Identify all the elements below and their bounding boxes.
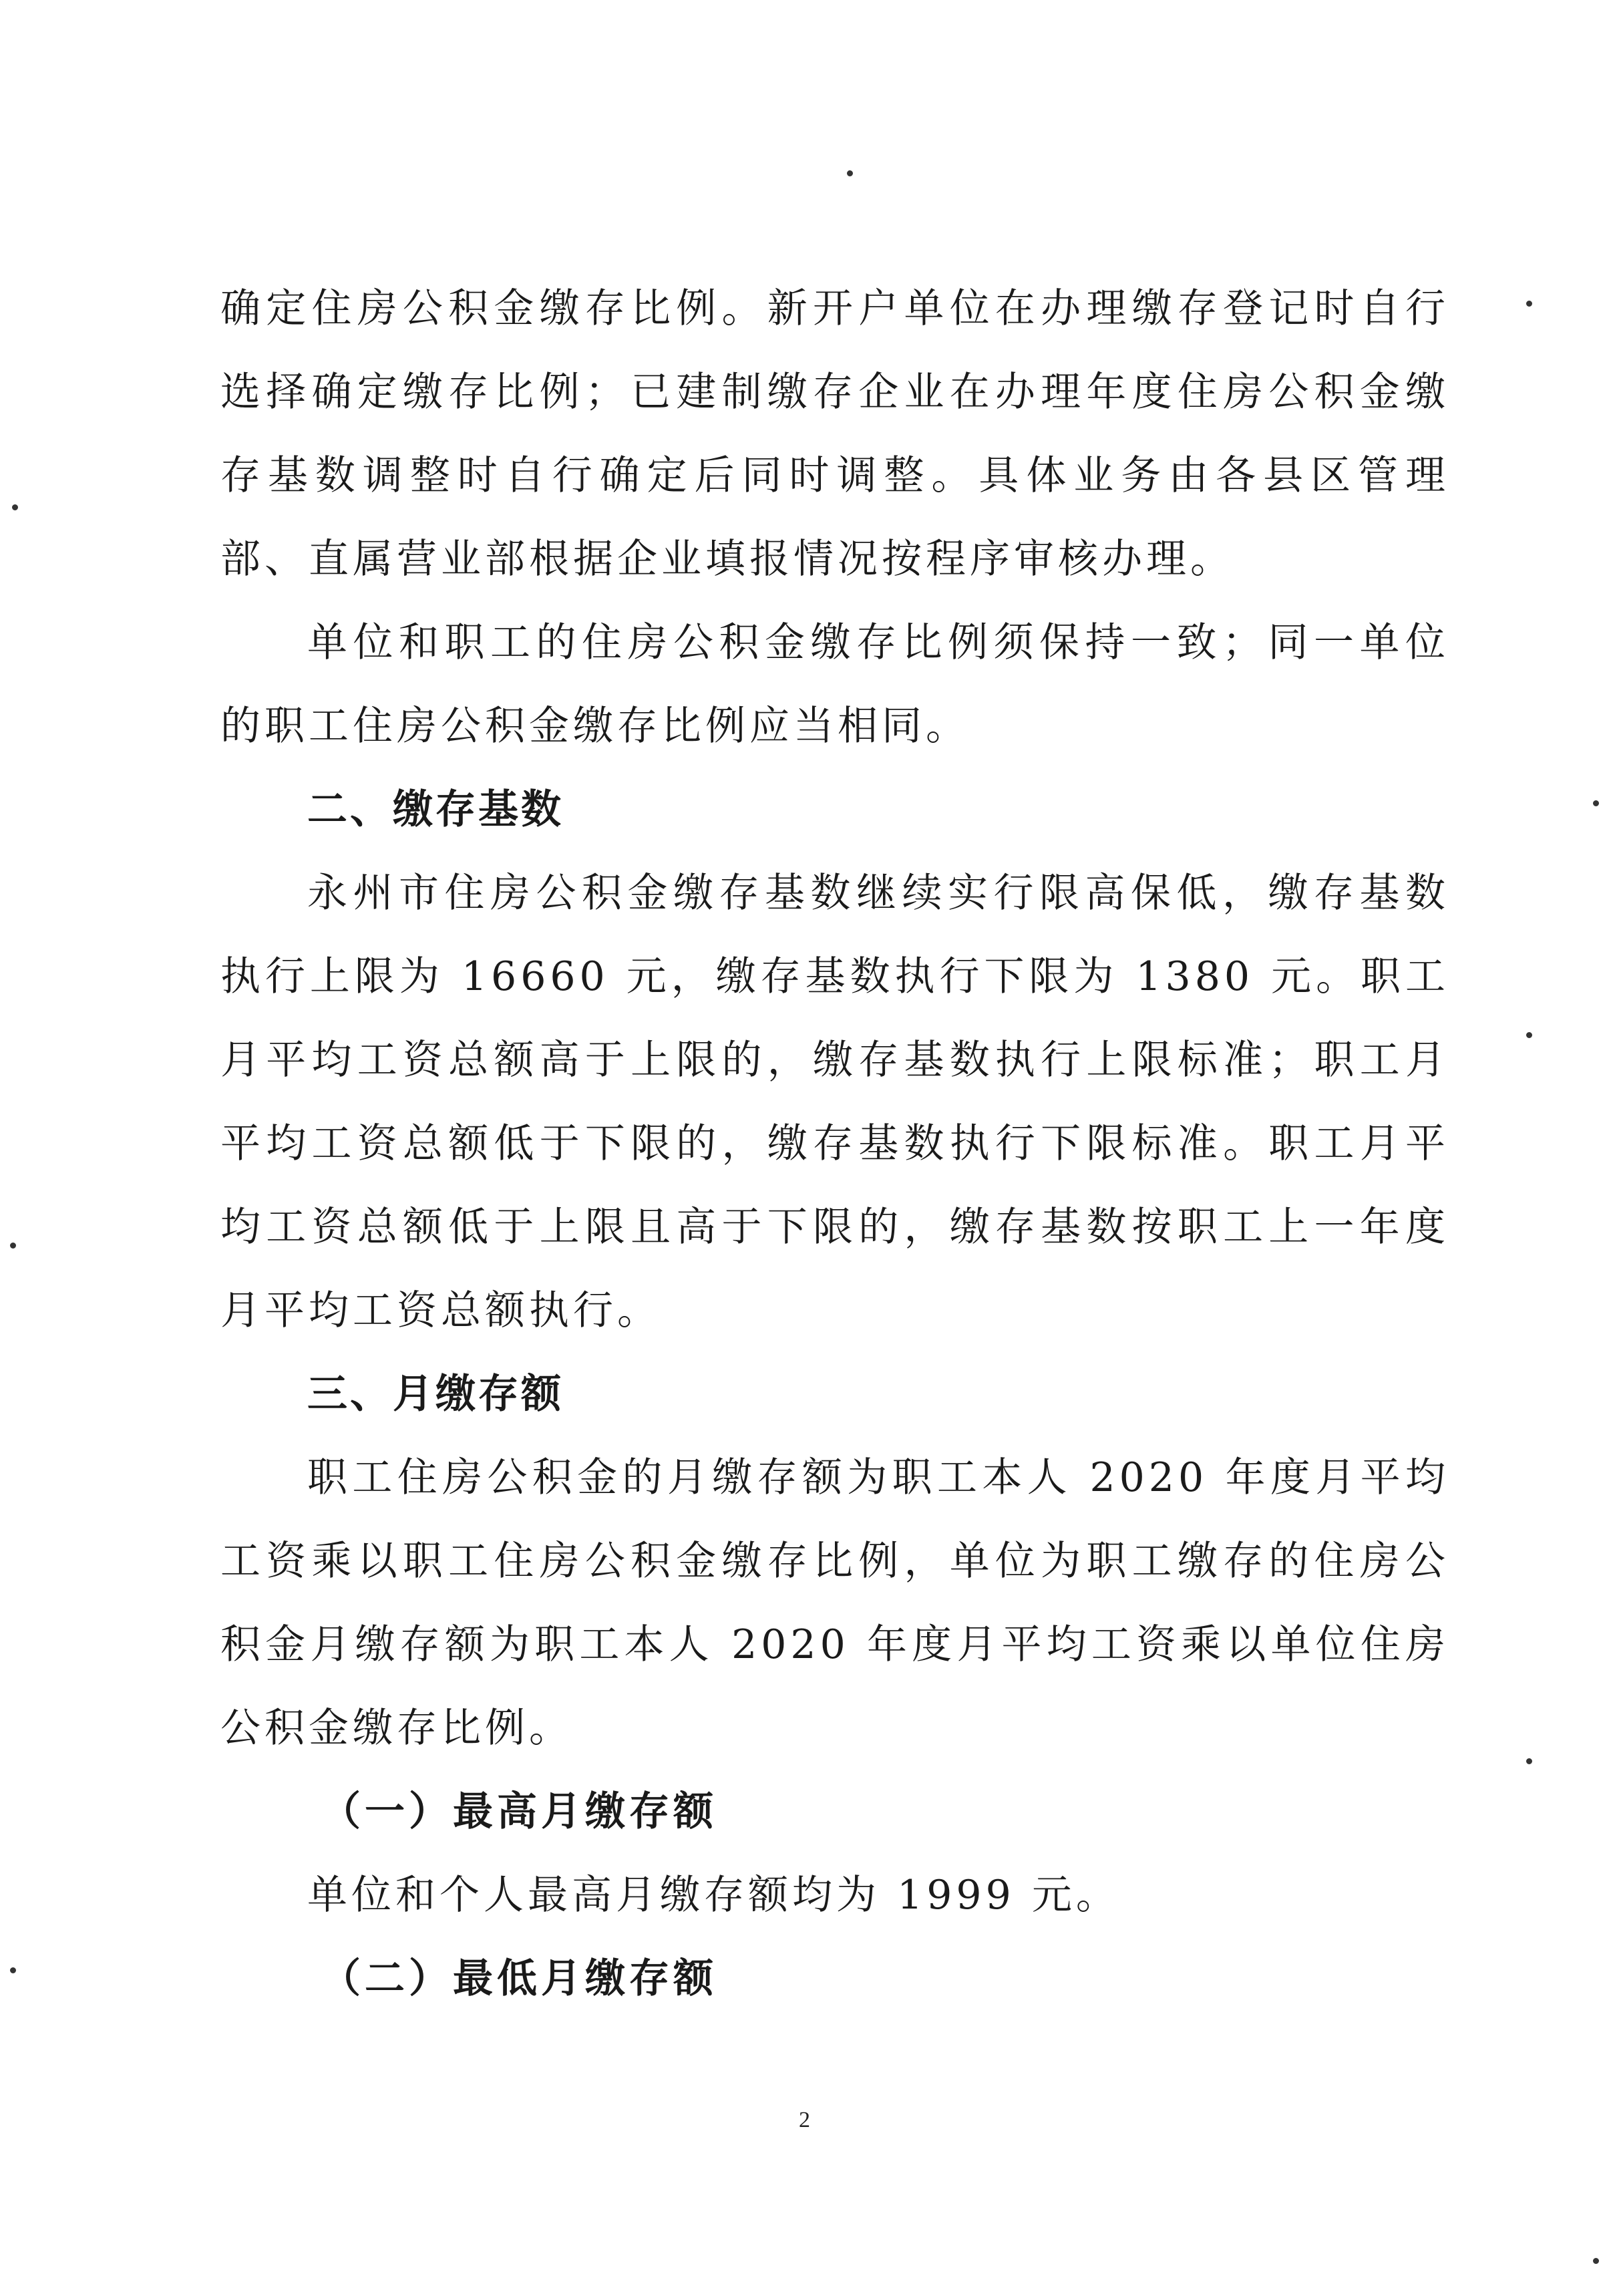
paragraph-ratio-consistency: 单位和职工的住房公积金缴存比例须保持一致；同一单位的职工住房公积金缴存比例应当相同。 — [220, 619, 1449, 750]
paragraph-max-monthly: 单位和个人最高月缴存额均为 1999 元。 — [307, 1872, 1120, 1919]
subheading-max-monthly: （一）最高月缴存额 — [321, 1788, 717, 1835]
scan-speck — [1526, 301, 1532, 307]
section-heading-contribution-base: 二、缴存基数 — [307, 786, 564, 833]
paragraph-monthly-contribution: 职工住房公积金的月缴存额为职工本人 2020 年度月平均工资乘以职工住房公积金缴存比例，单位为职工缴存的住房公积金月缴存额为职工本人 2020 年度月平均工资乘以单位住房公积金缴存比例。 — [220, 1454, 1449, 1752]
subheading-min-monthly: （二）最低月缴存额 — [321, 1955, 717, 2002]
paragraph-ratio-determination: 确定住房公积金缴存比例。新开户单位在办理缴存登记时自行选择确定缴存比例；已建制缴存企业在办理年度住房公积金缴存基数调整时自行确定后同时调整。具体业务由各县区管理部、直属营业部根据企业填报情况按程序审核办理。 — [220, 285, 1449, 583]
scan-speck — [10, 1967, 16, 1973]
scan-speck — [12, 504, 18, 510]
scan-speck — [847, 170, 853, 176]
section-heading-monthly-contribution: 三、月缴存额 — [307, 1371, 564, 1418]
scan-speck — [1593, 800, 1599, 806]
scan-speck — [1526, 1758, 1532, 1764]
document-body — [220, 267, 1449, 2021]
page-number: 2 — [799, 2108, 810, 2132]
paragraph-contribution-base: 永州市住房公积金缴存基数继续实行限高保低，缴存基数执行上限为 16660 元，缴存基数执行下限为 1380 元。职工月平均工资总额高于上限的，缴存基数执行上限标准；职工月平均工资总额低于下限的，缴存基数执行下限标准。职工月平均工资总额低于上限且高于下限的，缴存基数按职工上一年度月平均工资总额执行。 — [220, 870, 1449, 1334]
scan-speck — [10, 1243, 16, 1249]
scan-speck — [1593, 2258, 1599, 2264]
scan-speck — [1526, 1032, 1532, 1038]
